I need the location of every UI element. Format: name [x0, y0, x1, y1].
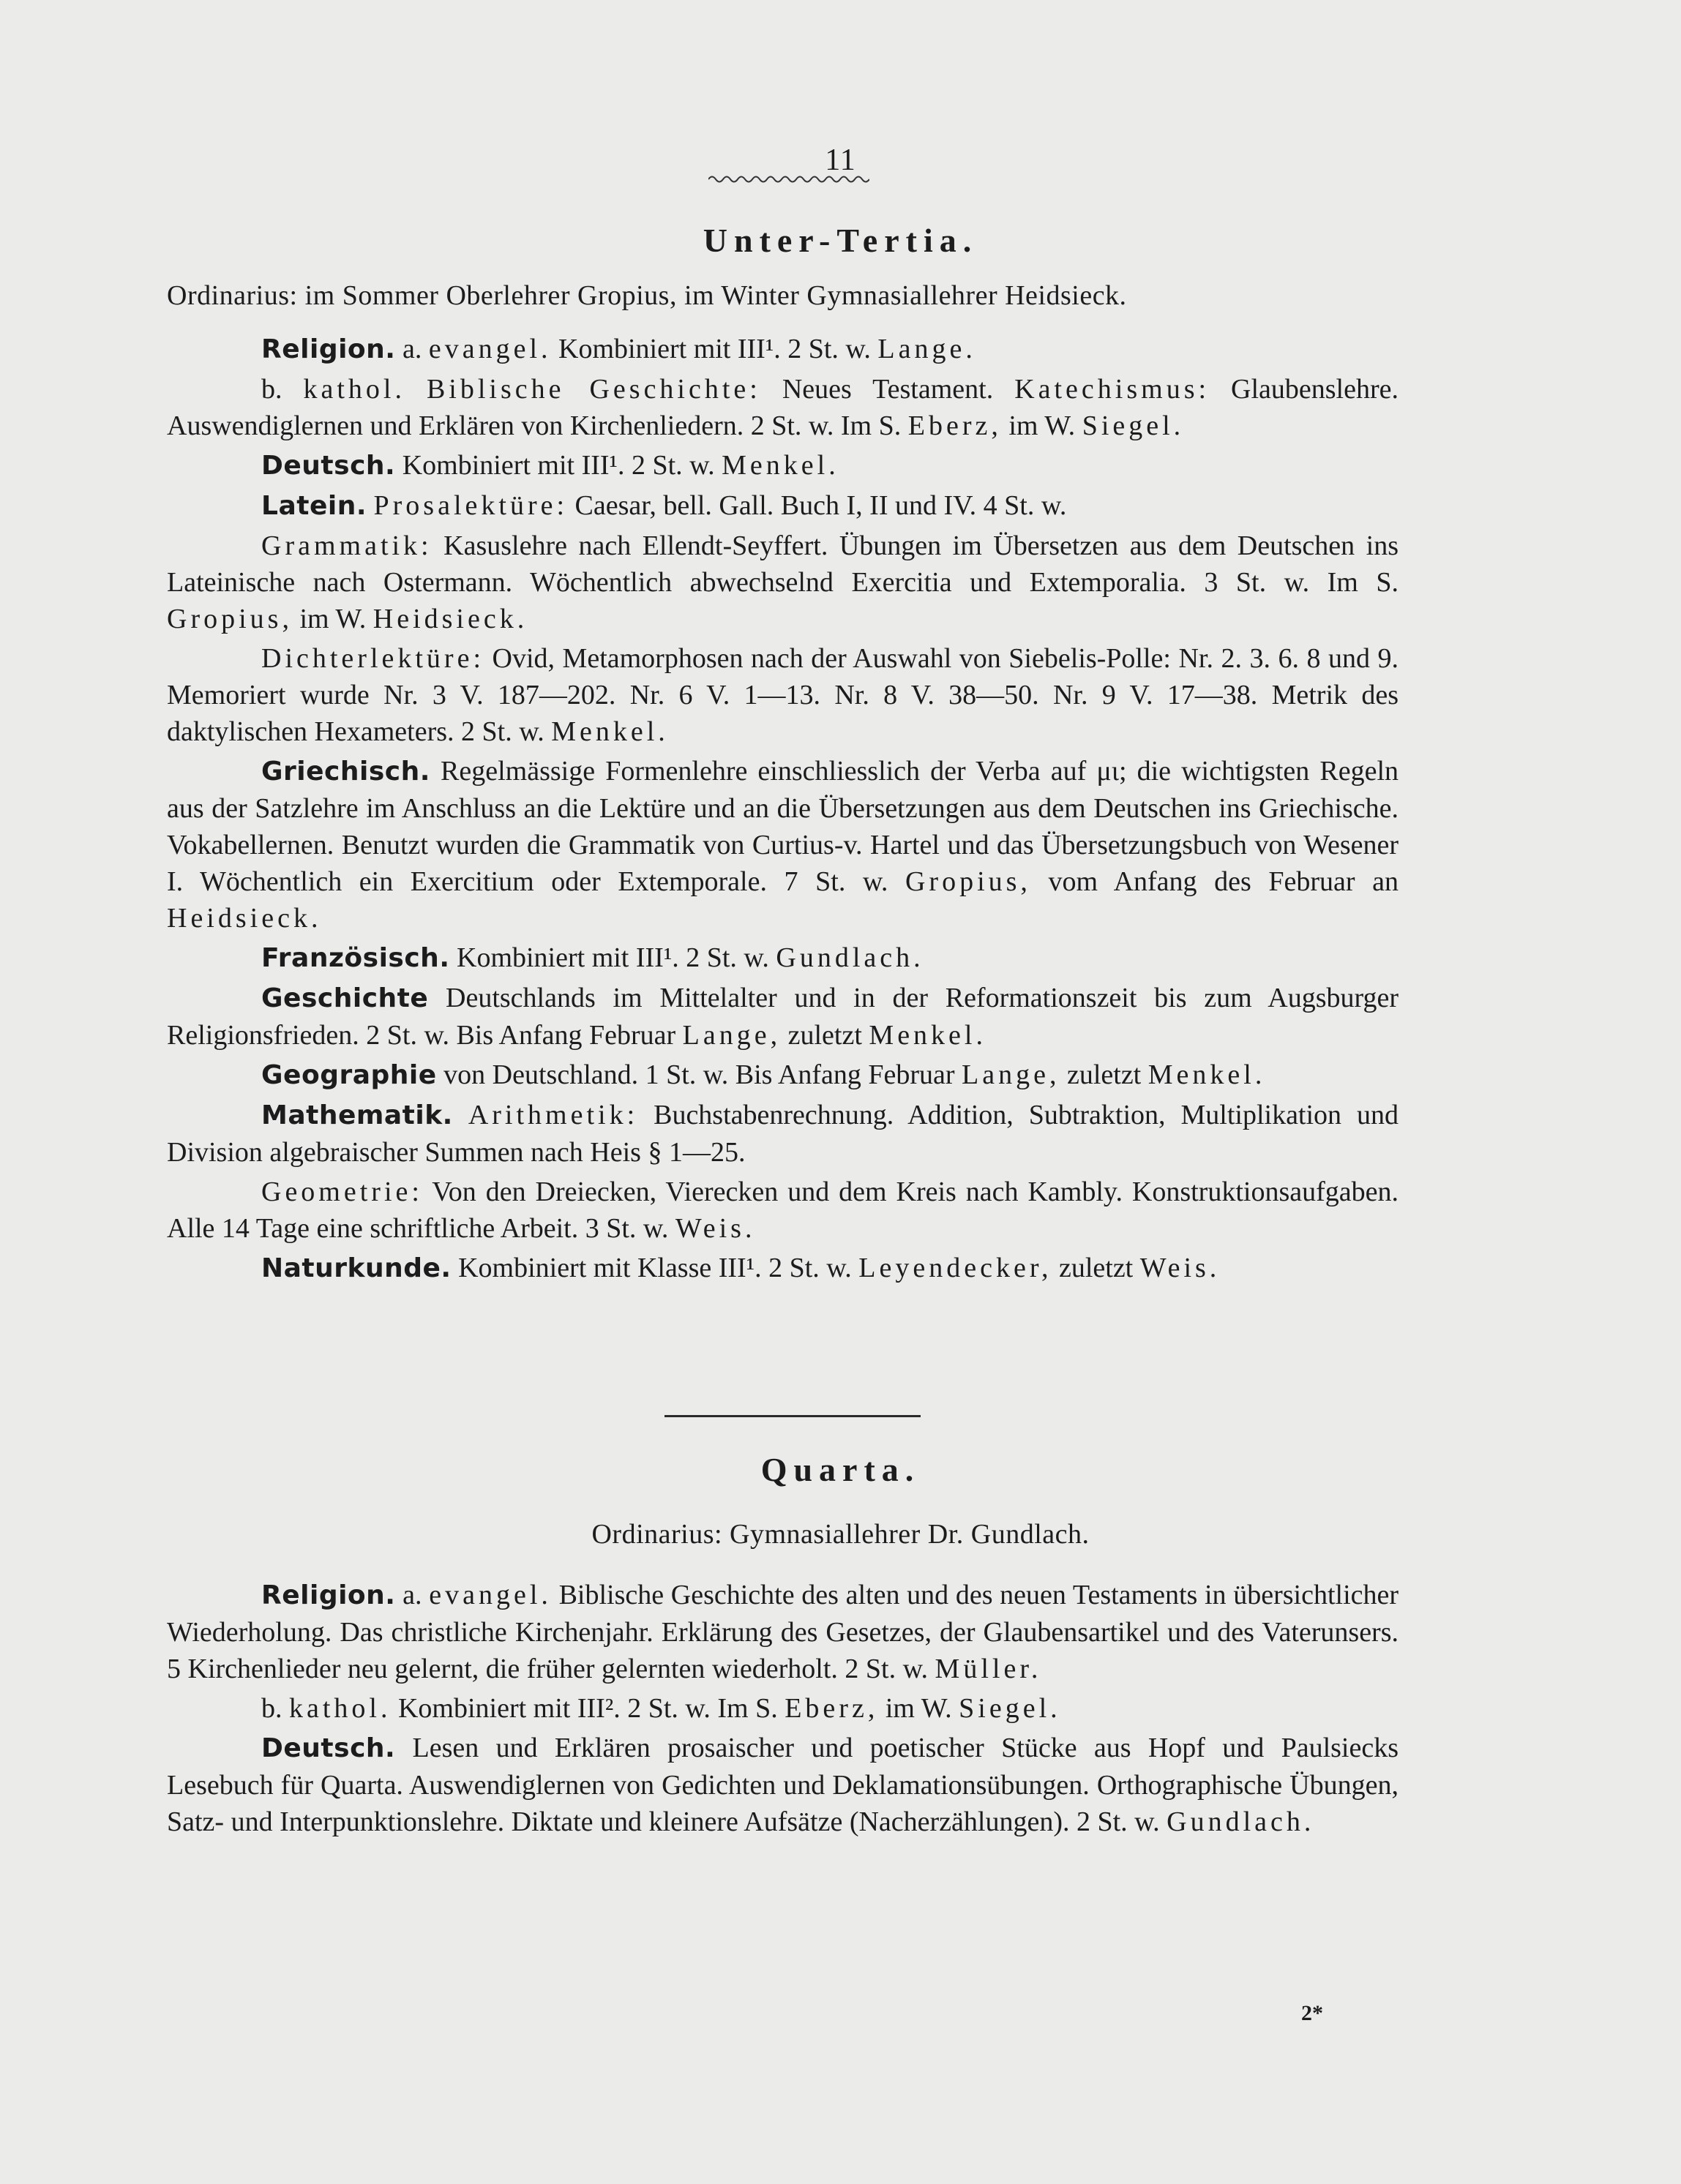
paragraph-naturkunde: [167, 1250, 1399, 1287]
denomination: kathol.: [303, 374, 405, 405]
teacher-name: Menkel.: [1148, 1059, 1266, 1090]
subject-label: Griechisch.: [261, 757, 430, 787]
paragraph-text: Ovid, Metamorphosen nach der Auswahl von Siebelis-Polle: Nr. 2. 3. 6. 8 und 9. Memoriert wurde Nr. 3 V. 187—202. Nr. 6 V. 1—13. Nr. 8 V. 38—50. Nr. 9 V. 17—38. Metrik des daktylischen Hexameters. 2 St. w.: [167, 643, 1399, 747]
section-divider: [664, 1415, 921, 1417]
paragraph-text: Caesar, bell. Gall. Buch I, II und IV. 4 St. w.: [574, 490, 1067, 521]
paragraph-text: Von den Dreiecken, Vierecken und dem Kreis nach Kambly. Konstruktionsaufgaben. Alle 14 Tage eine schriftliche Arbeit. 3 St. w.: [167, 1177, 1399, 1244]
paragraph-latein-grammatik: [167, 528, 1399, 637]
teacher-name: Eberz,: [785, 1693, 879, 1724]
teacher-name: Gundlach.: [1167, 1806, 1315, 1837]
teacher-name: Siegel.: [959, 1693, 1061, 1724]
paragraph-latein-dichterlektuere: [167, 640, 1399, 750]
denomination: evangel.: [429, 1580, 552, 1610]
ordinarius-label: Ordinarius:: [591, 1519, 723, 1550]
list-marker: a.: [403, 1580, 422, 1610]
ordinarius-text: im Sommer Oberlehrer Gropius, im Winter Gymnasiallehrer Heidsieck.: [304, 280, 1127, 311]
paragraph-text: Kombiniert mit III¹. 2 St. w.: [402, 450, 715, 481]
paragraph-text: zuletzt: [1066, 1059, 1142, 1090]
paragraph-text: Kombiniert mit III². 2 St. w. Im S.: [397, 1693, 778, 1724]
paragraph-text: Kombiniert mit III¹. 2 St. w.: [558, 334, 871, 364]
topic-key: Prosalektüre:: [373, 490, 569, 521]
teacher-name: Lange,: [682, 1020, 782, 1051]
paragraph-text: zuletzt: [1058, 1253, 1134, 1283]
topic-key: Geometrie:: [261, 1177, 423, 1207]
paragraph-religion-b: [167, 1690, 1399, 1727]
paragraph-text: Lesen und Erklären prosaischer und poetischer Stücke aus Hopf und Paulsiecks Lesebuch für Quarta. Auswendiglernen von Gedichten und Deklamationsübungen. Orthographische Übungen, Satz- und Interpunktionslehre. Diktate und kleinere Aufsätze (Nacherzählungen). 2 St. w.: [167, 1733, 1399, 1837]
topic-key: Biblische Geschichte:: [426, 374, 761, 405]
paragraph-griechisch: [167, 753, 1399, 937]
paragraph-religion-a: [167, 331, 1399, 368]
subject-label: Deutsch.: [261, 1733, 396, 1763]
ordinarius-label: Ordinarius:: [167, 280, 298, 311]
teacher-name: Weis.: [1139, 1253, 1221, 1283]
topic-key: Katechismus:: [1014, 374, 1210, 405]
topic-key: Arithmetik:: [468, 1100, 639, 1130]
list-marker: a.: [402, 334, 422, 364]
teacher-name: Menkel.: [722, 450, 839, 481]
paragraph-text: im W.: [885, 1693, 952, 1724]
ordinarius-line: [0, 1518, 1681, 1550]
subject-label: Religion.: [261, 1580, 396, 1610]
section-body-quarta: [167, 1577, 1399, 1843]
paragraph-text: von Deutschland. 1 St. w. Bis Anfang Februar: [443, 1059, 955, 1090]
paragraph-text: im W.: [299, 604, 367, 634]
paragraph-text: Neues Testament.: [782, 374, 994, 405]
teacher-name: Menkel.: [869, 1020, 986, 1051]
paragraph-deutsch: [167, 1730, 1399, 1840]
subject-label: Französisch.: [261, 943, 450, 973]
page-number: 11: [825, 143, 856, 177]
section-title-unter-tertia: Unter-Tertia.: [703, 222, 978, 259]
subject-label: Latein.: [261, 491, 367, 521]
topic-key: Dichterlektüre:: [261, 643, 485, 674]
paragraph-text: Kombiniert mit III¹. 2 St. w.: [457, 942, 769, 973]
topic-key: Grammatik:: [261, 530, 433, 561]
teacher-name: Weis.: [675, 1213, 756, 1244]
subject-label: Geschichte: [261, 983, 429, 1013]
ordinarius-text: Gymnasiallehrer Dr. Gundlach.: [730, 1519, 1090, 1550]
paragraph-geschichte: [167, 980, 1399, 1054]
paragraph-mathematik: [167, 1097, 1399, 1171]
paragraph-mathematik-geometrie: [167, 1174, 1399, 1247]
section-body-unter-tertia: [167, 331, 1399, 1290]
signature-mark: 2*: [1301, 2001, 1323, 2025]
subject-label: Geographie: [261, 1060, 437, 1090]
paragraph-text: Biblische Geschichte des alten und des neuen Testaments in übersichtlicher Wiederholung. Das christliche Kirchenjahr. Erklärung des Gesetzes, der Glaubensartikel und des Vaterunsers. 5 Kirchenlieder neu gelernt, die früher gelernten wiederholt. 2 St. w.: [167, 1580, 1399, 1684]
teacher-name: Leyendecker,: [858, 1253, 1052, 1283]
teacher-name: Eberz,: [907, 410, 1002, 441]
wavy-ornament: [708, 174, 869, 184]
paragraph-geographie: [167, 1057, 1399, 1094]
list-marker: b.: [261, 1693, 282, 1724]
teacher-name: Gundlach.: [776, 942, 924, 973]
subject-label: Naturkunde.: [261, 1253, 452, 1283]
paragraph-text: Buchstabenrechnung. Addition, Subtraktion, Multiplikation und Division algebraischer Summen nach Heis § 1—25.: [167, 1100, 1399, 1168]
ordinarius-line: [167, 279, 1127, 312]
subject-label: Religion.: [261, 334, 396, 364]
denomination: evangel.: [428, 334, 552, 364]
paragraph-text: Glaubenslehre. Auswendiglernen und Erklären von Kirchenliedern. 2 St. w. Im S.: [167, 374, 1399, 441]
teacher-name: Lange.: [877, 334, 976, 364]
list-marker: b.: [261, 374, 282, 405]
paragraph-text: Kombiniert mit Klasse III¹. 2 St. w.: [458, 1253, 852, 1283]
section-title-quarta: Quarta.: [760, 1451, 921, 1488]
teacher-name: Müller.: [935, 1654, 1042, 1684]
paragraph-text: vom Anfang des Februar an: [1048, 866, 1399, 897]
paragraph-deutsch: [167, 447, 1399, 484]
teacher-name: Gropius,: [905, 866, 1031, 897]
paragraph-latein: [167, 487, 1399, 525]
teacher-name: Gropius,: [167, 604, 293, 634]
paragraph-religion-b: [167, 371, 1399, 444]
teacher-name: Lange,: [962, 1059, 1060, 1090]
paragraph-text: im W.: [1008, 410, 1076, 441]
paragraph-text: zuletzt: [787, 1020, 862, 1051]
paragraph-franzoesisch: [167, 939, 1399, 977]
subject-label: Mathematik.: [261, 1100, 453, 1130]
paragraph-text: Regelmässige Formenlehre einschliesslich der Verba auf μι; die wichtigsten Regeln aus der Satzlehre im Anschluss an die Lektüre und an die Übersetzungen aus dem Deutschen ins Griechische. Vokabellernen. Benutzt wurden die Grammatik von Curtius-v. Hartel und das Übersetzungsbuch von Wesener I. Wöchentlich ein Exercitium oder Extemporale. 7 St. w.: [167, 756, 1399, 897]
paragraph-religion-a: [167, 1577, 1399, 1687]
teacher-name: Siegel.: [1082, 410, 1185, 441]
teacher-name: Heidsieck.: [372, 604, 528, 634]
subject-label: Deutsch.: [261, 451, 396, 481]
paragraph-text: Deutschlands im Mittelalter und in der Reformationszeit bis zum Augsburger Religionsfrieden. 2 St. w. Bis Anfang Februar: [167, 983, 1399, 1051]
denomination: kathol.: [289, 1693, 392, 1724]
teacher-name: Heidsieck.: [167, 903, 322, 934]
teacher-name: Menkel.: [551, 716, 669, 747]
paragraph-text: Kasuslehre nach Ellendt-Seyffert. Übungen im Übersetzen aus dem Deutschen ins Lateinische nach Ostermann. Wöchentlich abwechselnd Exercitia und Extemporalia. 3 St. w. Im S.: [167, 530, 1399, 598]
